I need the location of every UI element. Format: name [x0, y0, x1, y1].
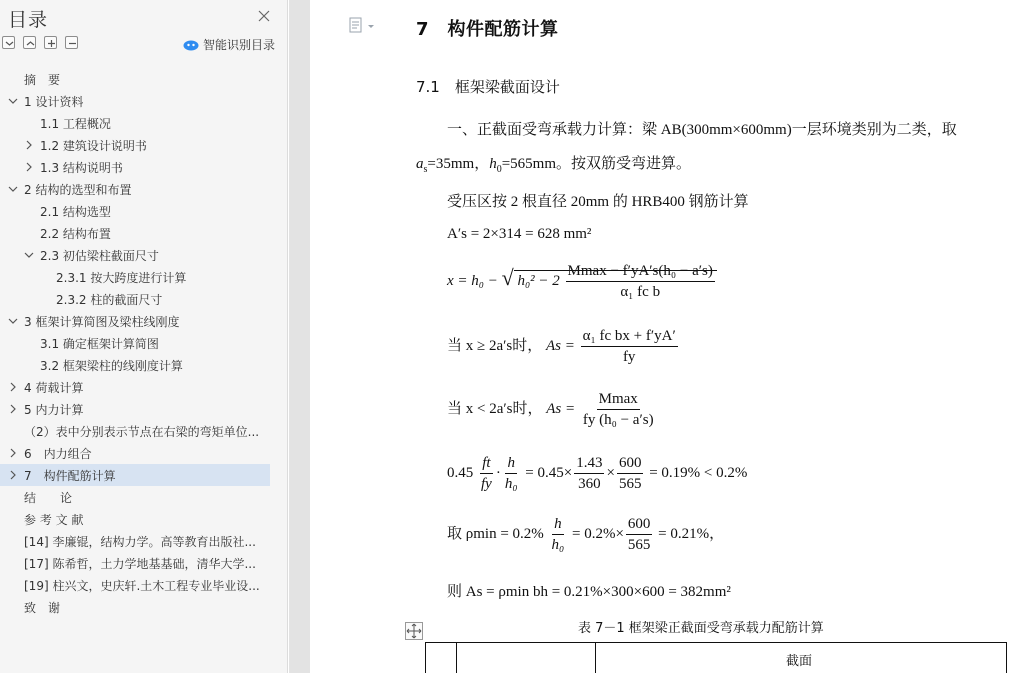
eq6-pre: 取 ρmin = 0.2%	[447, 525, 544, 542]
eq5-frac4	[617, 454, 644, 493]
toc-item-label: 1 设计资料	[24, 94, 84, 109]
paragraph-3: 受压区按 2 根直径 20mm 的 HRB400 钢筋计算	[447, 194, 749, 210]
toc-item-label: 2.2 结构布置	[40, 226, 111, 241]
heading-7-1: 7.1 框架梁截面设计	[416, 78, 560, 96]
toc-item-label: 参 考 文 献	[24, 512, 84, 527]
eq5-f4-num: 600	[617, 454, 644, 474]
toc-item[interactable]	[0, 68, 288, 90]
toc-item-label: 6 内力组合	[24, 446, 92, 461]
eq2-fraction	[566, 262, 715, 301]
chevron-right-icon[interactable]	[8, 448, 18, 458]
toc-item-label: 致 谢	[24, 600, 61, 615]
eq3-lhs: As =	[546, 337, 575, 354]
toc-item-label: 1.1 工程概况	[40, 116, 111, 131]
eq6-frac2	[626, 515, 653, 554]
toc-item-label: 摘 要	[24, 72, 61, 87]
para2-rest2: =565mm。按双筋受弯进算。	[501, 156, 691, 172]
toc-item[interactable]	[0, 266, 288, 288]
equation-7: 则 As = ρmin bh = 0.21%×300×600 = 382mm²	[447, 584, 731, 600]
chevron-down-icon[interactable]	[8, 316, 18, 326]
eq4-fraction	[581, 390, 656, 429]
eq6-f1-num: h	[552, 515, 564, 535]
toc-item-label: [14] 李廉锟，结构力学。高等教育出版社...	[24, 534, 256, 549]
toc-sidebar	[0, 0, 288, 673]
eq5-frac1	[479, 454, 494, 493]
toc-item[interactable]	[0, 486, 288, 508]
eq5-f3-num: 1.43	[574, 454, 604, 474]
eq5-frac3	[574, 454, 604, 493]
smart-toc-button[interactable]	[183, 36, 275, 53]
toc-item-label: 2.3.1 按大跨度进行计算	[56, 270, 187, 285]
para2-rest1: =35mm，	[427, 156, 490, 172]
paragraph-1: 一、正截面受弯承载力计算：梁 AB(300mm×600mm)一层环境类别为二类，取	[447, 122, 957, 138]
expand-all-icon[interactable]	[2, 36, 15, 49]
toc-item[interactable]	[0, 288, 288, 310]
toc-item-label: 4 荷载计算	[24, 380, 84, 395]
toc-item[interactable]	[0, 178, 288, 200]
eq6-end: = 0.21%，	[658, 525, 725, 542]
table-column-divider	[595, 643, 596, 673]
page-gutter	[289, 0, 310, 673]
equation-2: x = h₀ − √ h₀² − 2 $\frac{\text{Mmax − f′yA′s(h₀ − a′s)}}{\text{α₁ fc b}}$	[447, 262, 717, 301]
move-icon	[406, 623, 422, 639]
eq3-fraction	[581, 327, 678, 366]
toc-item-label: 结 论	[24, 490, 73, 505]
cloud-ai-icon	[183, 39, 199, 51]
toc-item[interactable]	[0, 354, 288, 376]
para2-a-sub: s	[423, 164, 428, 175]
toc-item[interactable]	[0, 442, 288, 464]
smart-toc-label: 智能识别目录	[203, 38, 276, 52]
toc-item[interactable]	[0, 508, 288, 530]
paragraph-2	[416, 152, 691, 175]
eq3-den: fy	[622, 349, 636, 365]
remove-item-icon[interactable]	[65, 36, 78, 49]
collapse-all-icon[interactable]	[23, 36, 36, 49]
eq4-lhs: As =	[546, 400, 576, 417]
toc-item[interactable]	[0, 464, 270, 486]
eq6-f2-den: 565	[627, 537, 651, 553]
chevron-down-icon[interactable]	[24, 250, 34, 260]
toc-item-label: 1.3 结构说明书	[40, 160, 123, 175]
para2-h: h	[489, 156, 497, 172]
toc-item-label: 1.2 建筑设计说明书	[40, 138, 147, 153]
toc-item-label: 7 构件配筋计算	[24, 468, 116, 483]
chevron-down-icon[interactable]	[8, 184, 18, 194]
chevron-right-icon[interactable]	[24, 140, 34, 150]
toc-item[interactable]	[0, 332, 288, 354]
equation-1: A′s = 2×314 = 628 mm²	[447, 226, 592, 242]
document-menu-icon[interactable]	[349, 17, 377, 35]
eq2-lhs: x = h₀ −	[447, 272, 498, 289]
eq5-f3-den: 360	[578, 476, 601, 492]
eq5-end: = 0.19% < 0.2%	[649, 464, 748, 481]
heading-chapter-7: 7 构件配筋计算	[416, 19, 559, 40]
toc-item[interactable]	[0, 596, 288, 618]
toc-title: 目录	[8, 9, 49, 31]
eq2-num: Mmax − f′yA′s(h₀ − a′s)	[566, 262, 715, 282]
toc-item-label: （2）表中分别表示节点在右梁的弯矩单位...	[24, 424, 260, 439]
table-move-handle[interactable]	[405, 622, 423, 640]
toc-item-label: [19] 柱兴文，史庆轩.土木工程专业毕业设...	[24, 578, 260, 593]
eq5-frac2	[503, 454, 520, 493]
close-icon[interactable]	[256, 8, 272, 24]
toc-toolbar	[2, 36, 78, 52]
toc-item-label: 3.1 确定框架计算简图	[40, 336, 159, 351]
toc-item-label: 2.1 结构选型	[40, 204, 111, 219]
toc-item[interactable]	[0, 398, 288, 420]
toc-item[interactable]	[0, 420, 288, 442]
toc-item-label: 2.3.2 柱的截面尺寸	[56, 292, 163, 307]
eq6-frac1	[550, 515, 567, 554]
eq5-mid: = 0.45×	[525, 464, 573, 481]
table-header-section: 截面	[786, 654, 813, 669]
para2-h-sub: 0	[496, 164, 502, 175]
toc-item[interactable]	[0, 244, 288, 266]
table-caption: 表 7－1 框架梁正截面受弯承载力配筋计算	[578, 621, 824, 636]
eq6-f1-den: h₀	[551, 537, 565, 553]
toc-item-label: 2.3 初估梁柱截面尺寸	[40, 248, 159, 263]
chevron-right-icon[interactable]	[8, 470, 18, 480]
para2-a: a	[416, 156, 424, 172]
eq5-f2-num: h	[505, 454, 517, 474]
add-item-icon[interactable]	[44, 36, 57, 49]
chevron-right-icon[interactable]	[24, 162, 34, 172]
eq4-num: Mmax	[597, 390, 640, 410]
toc-item[interactable]	[0, 134, 288, 156]
document-page[interactable]	[310, 0, 1015, 673]
eq2-den: α₁ fc b	[620, 284, 661, 300]
eq3-num: α₁ fc bx + f′yA′	[581, 327, 678, 347]
chevron-right-icon[interactable]	[8, 404, 18, 414]
toc-item[interactable]	[0, 552, 288, 574]
eq5-f1-num: ft	[480, 454, 492, 474]
toc-item-label: [17] 陈希哲，土力学地基基础，清华大学...	[24, 556, 256, 571]
table-column-divider	[456, 643, 457, 673]
equation-6	[447, 515, 724, 554]
toc-item[interactable]	[0, 530, 288, 552]
toc-item[interactable]	[0, 200, 288, 222]
eq5-pre: 0.45	[447, 464, 474, 481]
equation-5: 0.45 $\frac{ft}{fy}$ · $\frac{h}{\text{h₀}}$ = 0.45× $\frac{1.43}{360}$ × $\frac{600}{565}$ = 0.19% < 0.2%	[447, 455, 748, 492]
toc-item[interactable]	[0, 112, 288, 134]
toc-item[interactable]	[0, 310, 288, 332]
eq4-condition: 当 x < 2a′s时，	[447, 400, 543, 417]
eq5-f4-den: 565	[618, 476, 642, 492]
eq5-f2-den: h₀	[504, 476, 518, 492]
eq2-inner: h₀² − 2	[517, 272, 560, 289]
eq6-f2-num: 600	[626, 515, 653, 535]
toc-item[interactable]	[0, 574, 288, 596]
toc-item[interactable]	[0, 376, 288, 398]
chevron-right-icon[interactable]	[8, 382, 18, 392]
eq5-f1-den: fy	[481, 476, 492, 492]
eq4-den: fy (h₀ − a′s)	[582, 412, 654, 428]
reinforcement-table[interactable]	[425, 642, 1007, 673]
toc-item[interactable]	[0, 222, 288, 244]
eq6-mid: = 0.2%×	[572, 525, 624, 542]
eq3-condition: 当 x ≥ 2a′s时，	[447, 337, 543, 354]
toc-item-label: 3 框架计算简图及梁柱线刚度	[24, 314, 180, 329]
toc-item[interactable]	[0, 90, 288, 112]
toc-item-label: 3.2 框架梁柱的线刚度计算	[40, 358, 183, 373]
chevron-down-icon[interactable]	[8, 96, 18, 106]
toc-item-label: 2 结构的选型和布置	[24, 182, 132, 197]
toc-item[interactable]	[0, 156, 288, 178]
equation-3	[447, 327, 680, 366]
toc-item-label: 5 内力计算	[24, 402, 84, 417]
equation-4	[447, 390, 658, 429]
